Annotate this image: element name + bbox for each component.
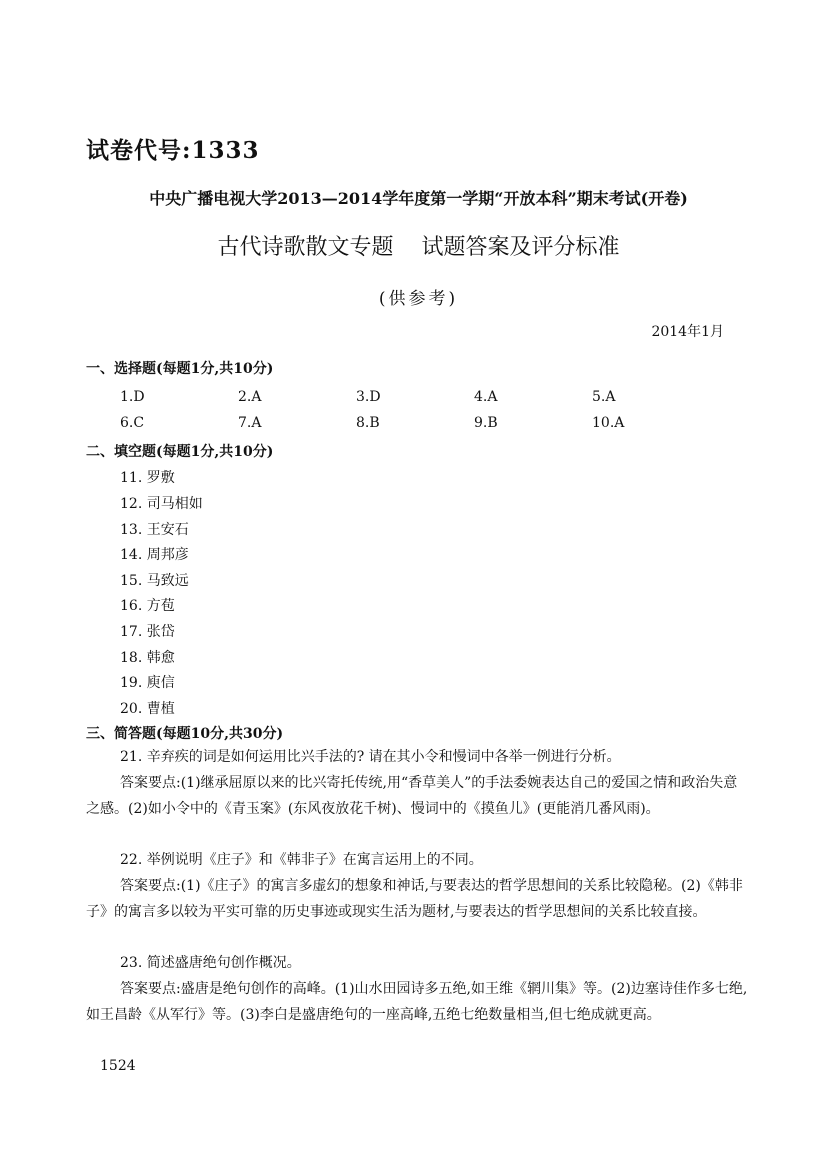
answer-23: 答案要点:盛唐是绝句创作的高峰。(1)山水田园诗多五绝,如王维《辋川集》等。(2)边塞诗佳作多七绝,如王昌龄《从军行》等。(3)李白是盛唐绝句的一座高峰,五绝七绝数量相当,但七绝成就更高。 [86, 981, 748, 1023]
question-21: 21. 辛弃疾的词是如何运用比兴手法的? 请在其小令和慢词中各举一例进行分析。 [120, 749, 621, 765]
answer-cell: 7.A [238, 415, 262, 431]
answer-22: 答案要点:(1)《庄子》的寓言多虚幻的想象和神话,与要表达的哲学思想间的关系比较隐秘。(2)《韩非子》的寓言多以较为平实可靠的历史事迹或现实生活为题材,与要表达的哲学思想间的关系比较直接。 [86, 878, 743, 920]
list-item: 14. 周邦彦 [120, 547, 189, 563]
question-23: 23. 简述盛唐绝句创作概况。 [120, 955, 301, 971]
answer-cell: 3.D [356, 389, 381, 405]
list-item: 20. 曹植 [120, 701, 175, 717]
list-item: 15. 马致远 [120, 573, 189, 589]
exam-date: 2014年1月 [651, 324, 724, 340]
answer-cell: 1.D [120, 389, 145, 405]
list-item: 16. 方苞 [120, 598, 175, 614]
section-heading-short-answer: 三、简答题(每题10分,共30分) [86, 726, 284, 742]
list-item: 13. 王安石 [120, 522, 189, 538]
answer-21: 答案要点:(1)继承屈原以来的比兴寄托传统,用“香草美人”的手法委婉表达自己的爱国之情和政治失意之感。(2)如小令中的《青玉案》(东风夜放花千树)、慢词中的《摸鱼儿》(更能消几番风雨)。 [86, 775, 738, 817]
answer-cell: 4.A [474, 389, 498, 405]
list-item: 12. 司马相如 [120, 496, 203, 512]
answer-cell: 5.A [592, 389, 616, 405]
list-item: 17. 张岱 [120, 624, 175, 640]
exam-code: 试卷代号:1333 [86, 137, 260, 164]
list-item: 11. 罗敷 [120, 470, 175, 486]
page-title: 古代诗歌散文专题 试题答案及评分标准 [217, 235, 620, 260]
section-heading-fill-in: 二、填空题(每题1分,共10分) [86, 444, 274, 460]
list-item: 18. 韩愈 [120, 650, 175, 666]
answer-cell: 9.B [474, 415, 498, 431]
exam-title: 中央广播电视大学2013—2014学年度第一学期“开放本科”期末考试(开卷) [149, 189, 688, 208]
answer-cell: 10.A [592, 415, 625, 431]
answer-cell: 6.C [120, 415, 145, 431]
list-item: 19. 庾信 [120, 675, 175, 691]
question-22: 22. 举例说明《庄子》和《韩非子》在寓言运用上的不同。 [120, 852, 483, 868]
page-number: 1524 [100, 1058, 136, 1074]
answer-row [120, 389, 710, 405]
reference-note: (供参考) [378, 289, 459, 309]
section-heading-multiple-choice: 一、选择题(每题1分,共10分) [86, 361, 274, 377]
answer-row [120, 415, 710, 431]
answer-cell: 8.B [356, 415, 380, 431]
answer-cell: 2.A [238, 389, 262, 405]
